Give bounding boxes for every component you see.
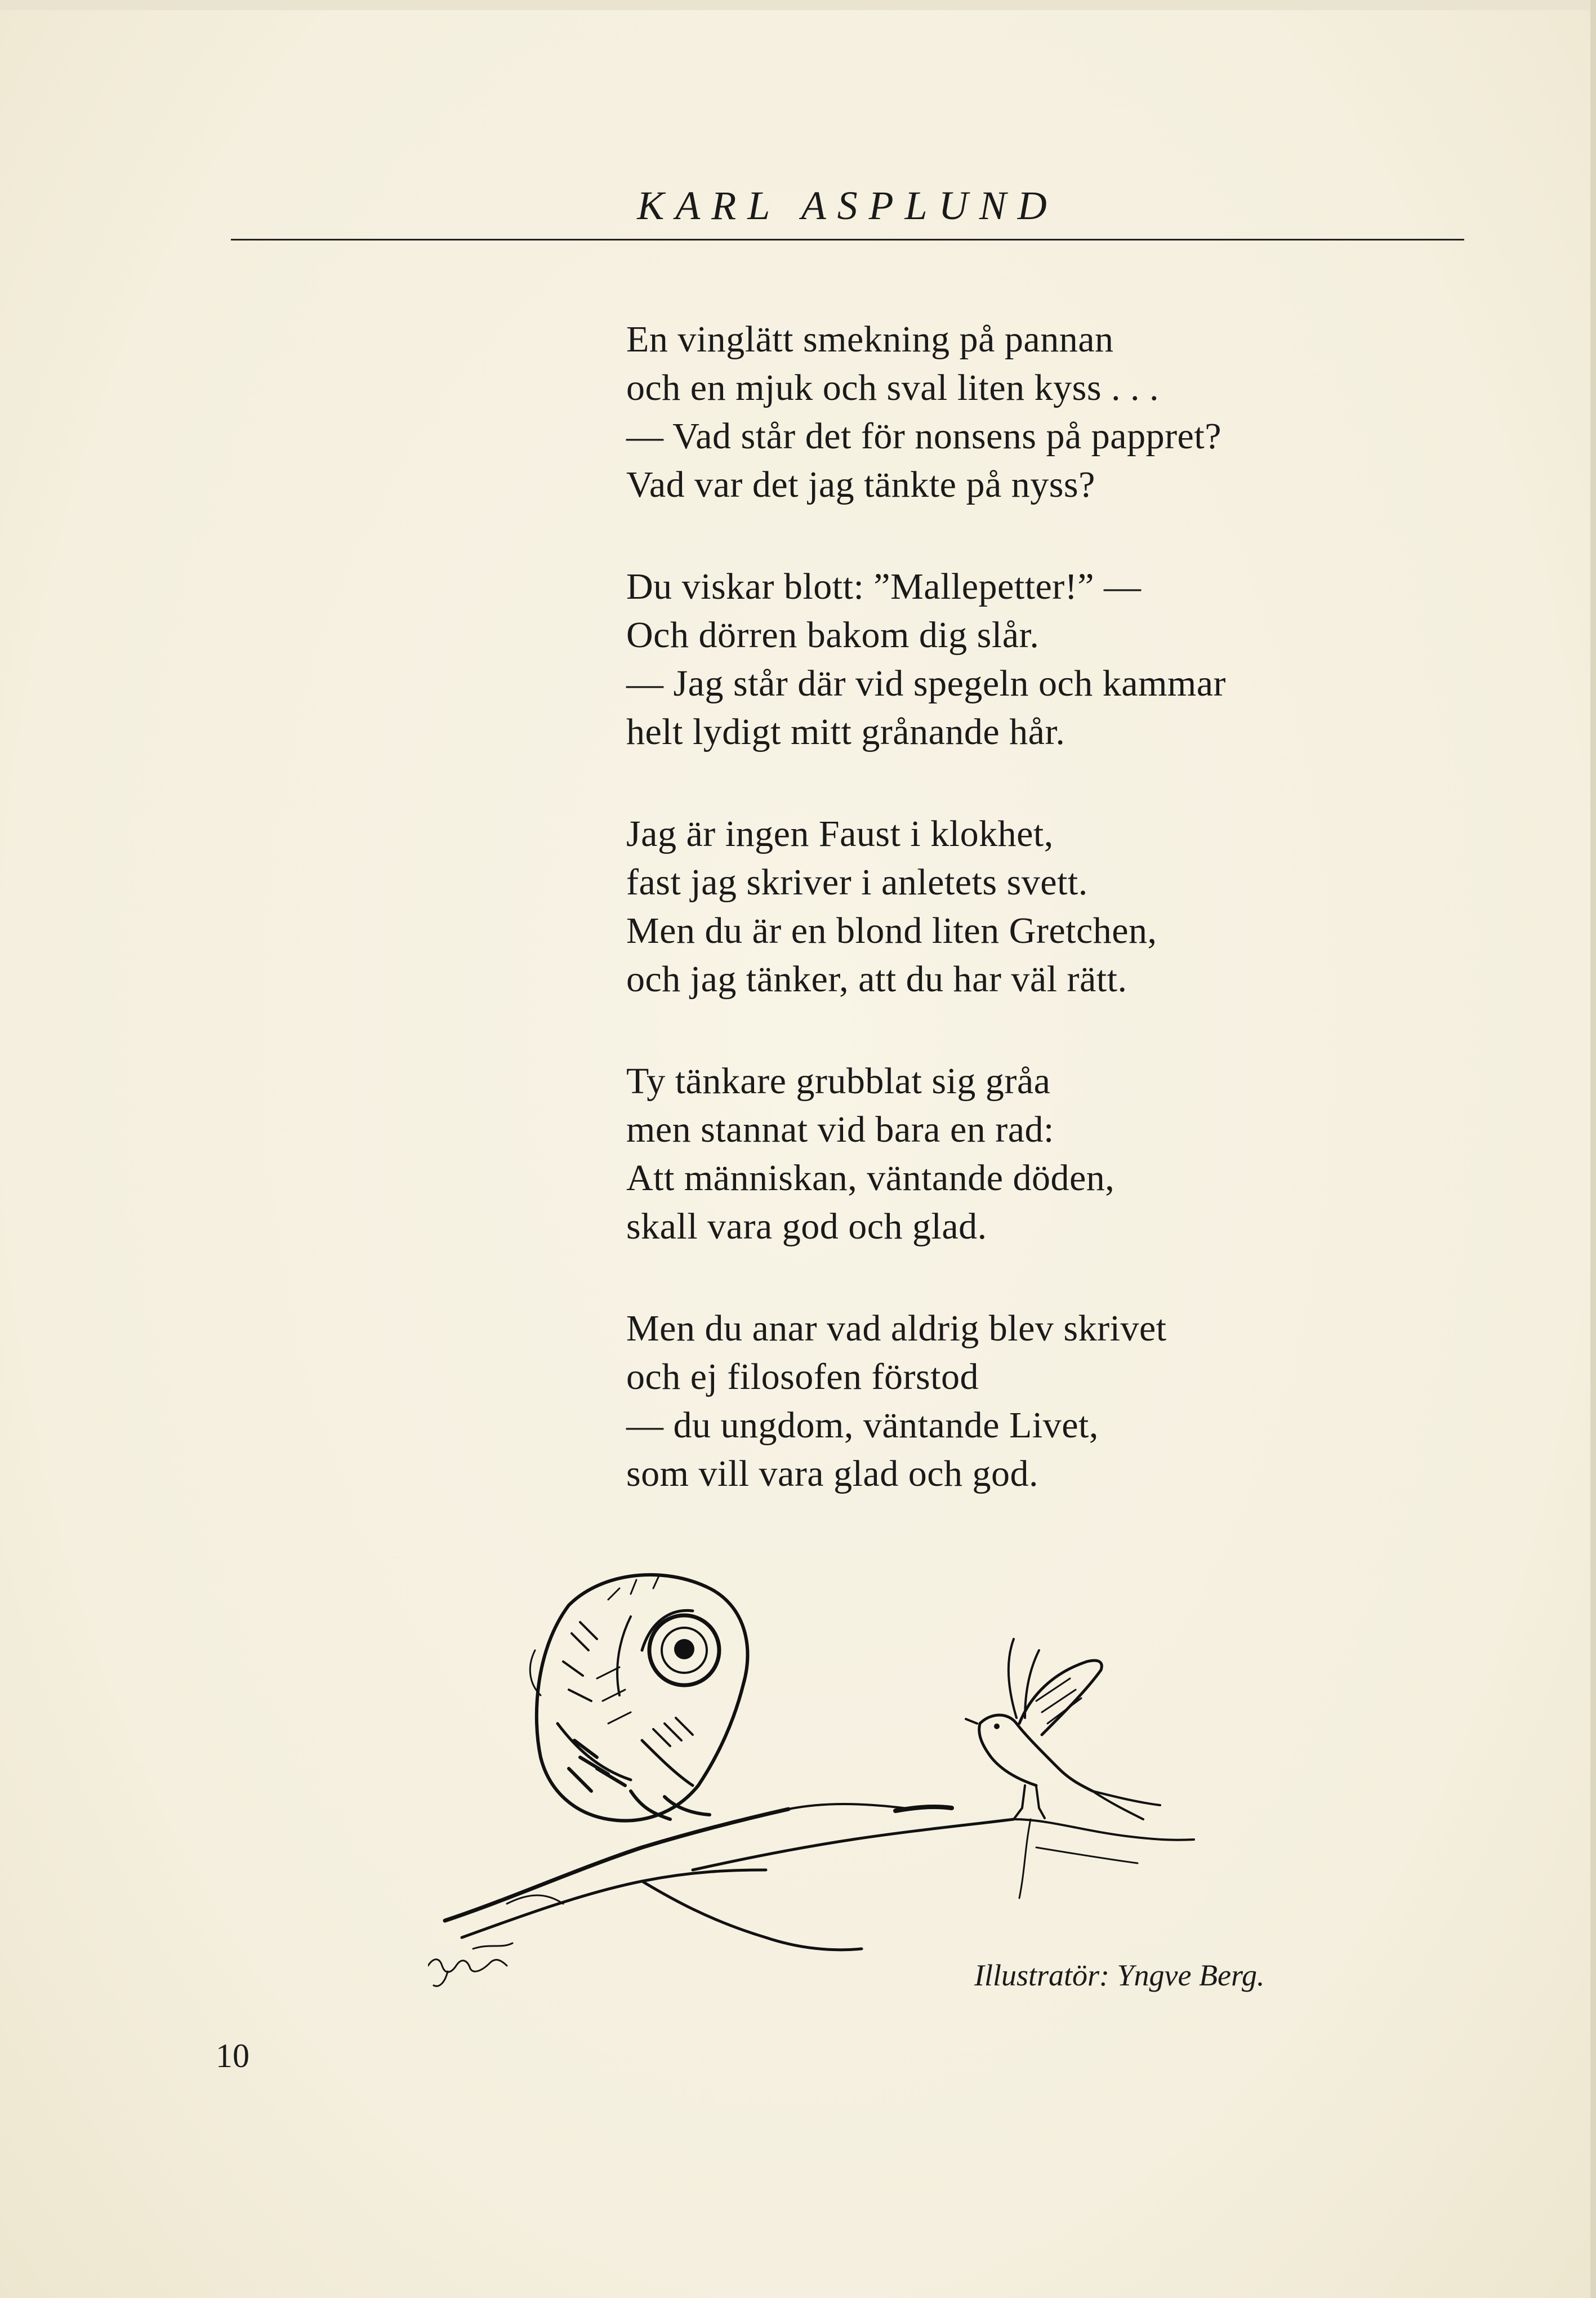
poem-line: men stannat vid bara en rad:: [626, 1109, 1054, 1150]
poem-line: skall vara god och glad.: [626, 1206, 987, 1247]
header-rule: [231, 239, 1464, 241]
artist-signature: [428, 1959, 507, 1987]
page-top-edge: [0, 0, 1596, 10]
stanza-3: [626, 810, 1415, 1004]
poem-line: — Jag står där vid spegeln och kammar: [626, 663, 1227, 704]
poem-line: En vinglätt smekning på pannan: [626, 319, 1114, 360]
stanza-4: [626, 1057, 1415, 1251]
owl-and-bird-illustration: [428, 1555, 1239, 1994]
poem-line: Att människan, väntande döden,: [626, 1157, 1115, 1199]
poem-line: helt lydigt mitt grånande hår.: [626, 711, 1066, 752]
poem-line: fast jag skriver i anletets svett.: [626, 862, 1088, 903]
poem-line: och jag tänker, att du har väl rätt.: [626, 959, 1127, 1000]
poem-line: och ej filosofen förstod: [626, 1356, 979, 1397]
poem-line: Du viskar blott: ”Mallepetter!” —: [626, 566, 1142, 607]
stanza-5: [626, 1304, 1415, 1498]
poem: [626, 315, 1415, 1552]
poem-line: — Vad står det för nonsens på pappret?: [626, 416, 1221, 457]
poem-line: som vill vara glad och god.: [626, 1453, 1039, 1494]
illustrator-credit: Illustratör: Yngve Berg.: [974, 1958, 1265, 1992]
page-number: 10: [216, 2037, 249, 2074]
poem-line: Ty tänkare grubblat sig gråa: [626, 1061, 1051, 1102]
poem-line: Men du anar vad aldrig blev skrivet: [626, 1308, 1167, 1349]
poem-line: Men du är en blond liten Gretchen,: [626, 910, 1157, 951]
running-head-author: KARL ASPLUND: [637, 183, 1058, 228]
poem-line: Vad var det jag tänkte på nyss?: [626, 464, 1095, 505]
bird-drawing: [966, 1639, 1160, 1819]
stanza-2: [626, 563, 1415, 756]
poem-line: — du ungdom, väntande Livet,: [626, 1405, 1099, 1446]
poem-line: Jag är ingen Faust i klokhet,: [626, 813, 1054, 854]
page-right-edge: [1590, 0, 1596, 2298]
poem-line: Och dörren bakom dig slår.: [626, 614, 1040, 656]
owl-drawing: [530, 1575, 747, 1821]
poem-line: och en mjuk och sval liten kyss . . .: [626, 367, 1160, 408]
stanza-1: [626, 315, 1415, 509]
branch-drawing: [445, 1804, 1194, 1950]
